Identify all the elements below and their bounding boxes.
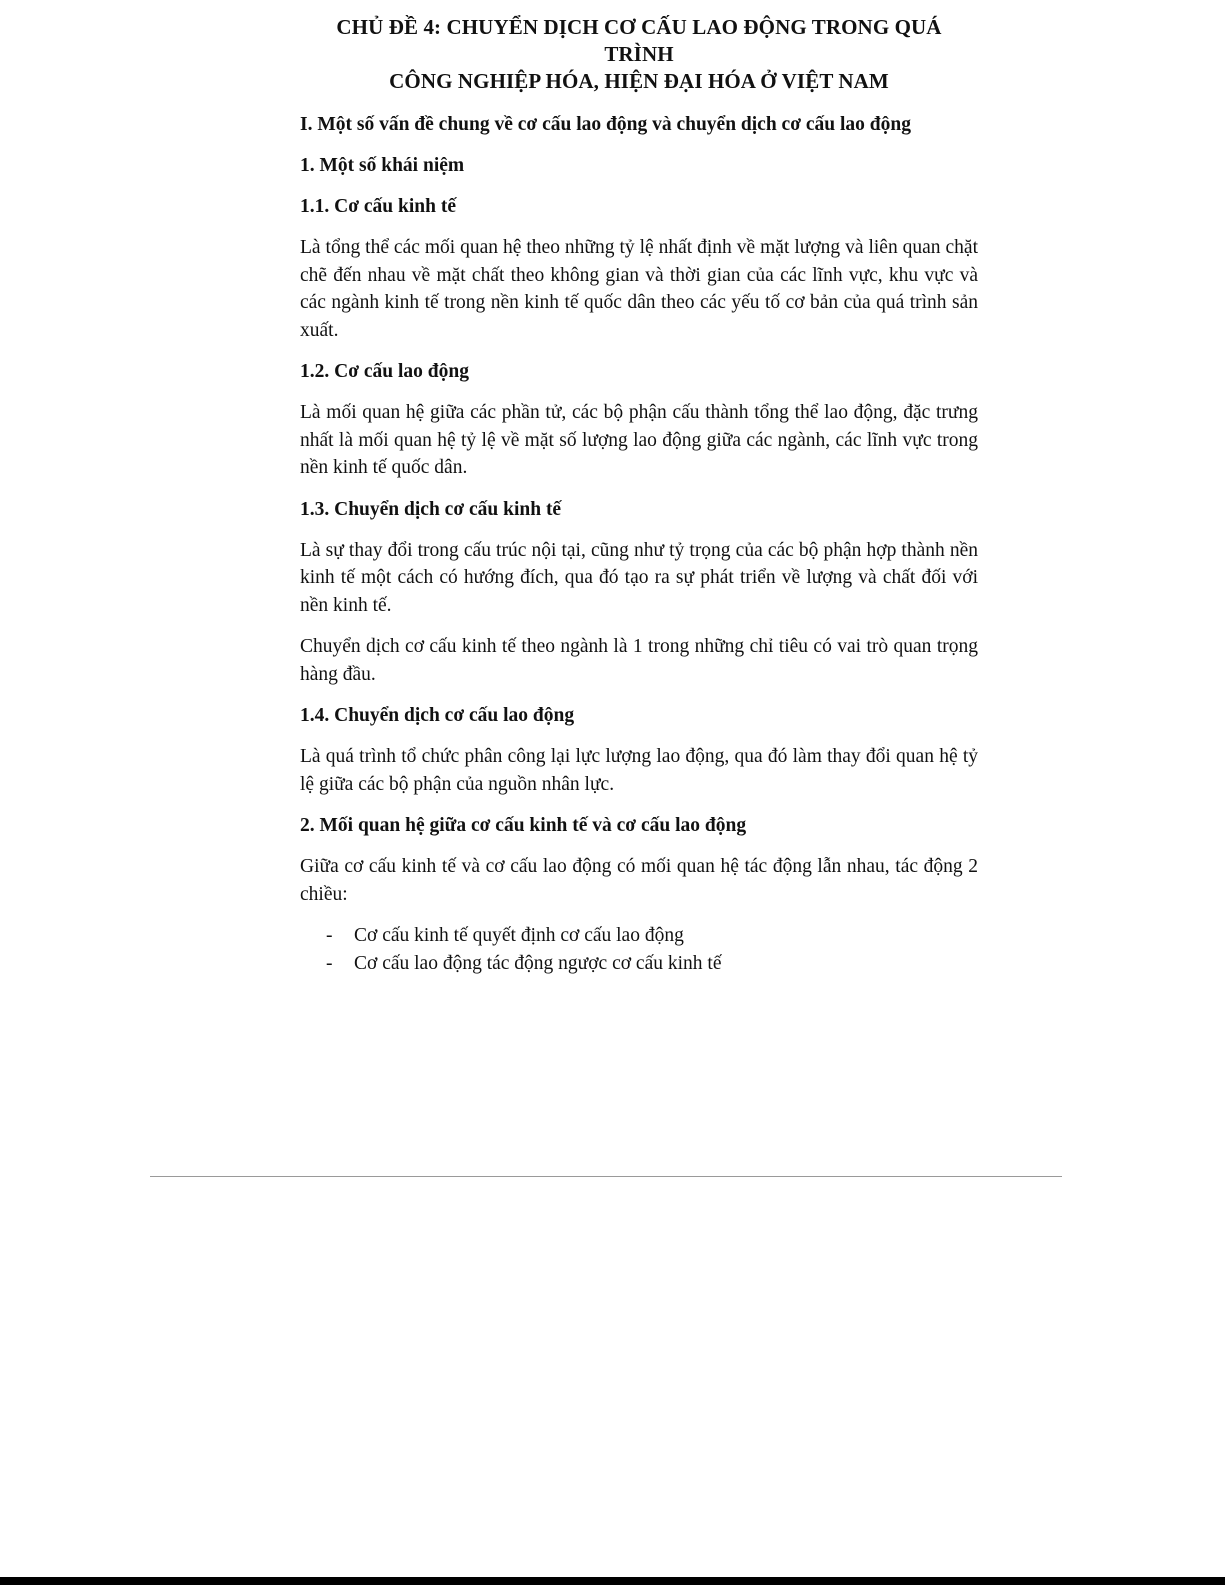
- bullet-dash: -: [326, 925, 333, 946]
- subsection-1-heading: 1. Một số khái niệm: [300, 155, 465, 176]
- subsection-1-3-paragraph-1: Là sự thay đổi trong cấu trúc nội tại, cũng như tỷ trọng của các bộ phận hợp thành nền kinh tế một cách có hướng đích, qua đó tạo ra sự phát triển về lượng và chất đối với nền kinh tế.: [300, 539, 978, 616]
- subsection-1-3-paragraph-2: Chuyển dịch cơ cấu kinh tế theo ngành là 1 trong những chỉ tiêu có vai trò quan trọng hàng đầu.: [300, 636, 978, 685]
- subsection-1-1-heading: 1.1. Cơ cấu kinh tế: [300, 196, 456, 217]
- bullet-dash: -: [326, 953, 333, 974]
- document-page: [300, 14, 978, 978]
- list-item-text: Cơ cấu kinh tế quyết định cơ cấu lao động: [354, 925, 684, 946]
- title-line-1: CHỦ ĐỀ 4: CHUYỂN DỊCH CƠ CẤU LAO ĐỘNG TRONG QUÁ TRÌNH: [336, 15, 942, 66]
- subsection-1-4-paragraph: Là quá trình tổ chức phân công lại lực lượng lao động, qua đó làm thay đổi quan hệ tỷ lệ giữa các bộ phận của nguồn nhân lực.: [300, 746, 978, 795]
- list-item: [326, 950, 978, 978]
- list-item: [326, 922, 978, 950]
- relationship-list: [300, 922, 978, 978]
- title-line-2: CÔNG NGHIỆP HÓA, HIỆN ĐẠI HÓA Ở VIỆT NAM: [389, 69, 889, 93]
- document-title: [300, 14, 978, 95]
- subsection-1-2-paragraph: Là mối quan hệ giữa các phần tử, các bộ phận cấu thành tổng thể lao động, đặc trưng nhất là mối quan hệ tỷ lệ về mặt số lượng lao động giữa các ngành, các lĩnh vực trong nền kinh tế quốc dân.: [300, 402, 978, 478]
- page-divider: [150, 1176, 1062, 1177]
- subsection-2-paragraph: Giữa cơ cấu kinh tế và cơ cấu lao động có mối quan hệ tác động lẫn nhau, tác động 2 chiều:: [300, 856, 978, 905]
- bottom-border: [0, 1577, 1225, 1585]
- subsection-1-4-heading: 1.4. Chuyển dịch cơ cấu lao động: [300, 705, 575, 726]
- section-1-heading: I. Một số vấn đề chung về cơ cấu lao động và chuyển dịch cơ cấu lao động: [300, 114, 911, 135]
- list-item-text: Cơ cấu lao động tác động ngược cơ cấu kinh tế: [354, 953, 722, 974]
- subsection-1-2-heading: 1.2. Cơ cấu lao động: [300, 361, 469, 382]
- subsection-1-1-paragraph: Là tổng thể các mối quan hệ theo những tỷ lệ nhất định về mặt lượng và liên quan chặt chẽ đến nhau về mặt chất theo không gian và thời gian của các lĩnh vực, khu vực và các ngành kinh tế trong nền kinh tế quốc dân theo các yếu tố cơ bản của quá trình sản xuất.: [300, 237, 978, 341]
- subsection-1-3-heading: 1.3. Chuyển dịch cơ cấu kinh tế: [300, 498, 562, 520]
- subsection-2-heading: 2. Mối quan hệ giữa cơ cấu kinh tế và cơ cấu lao động: [300, 815, 747, 836]
